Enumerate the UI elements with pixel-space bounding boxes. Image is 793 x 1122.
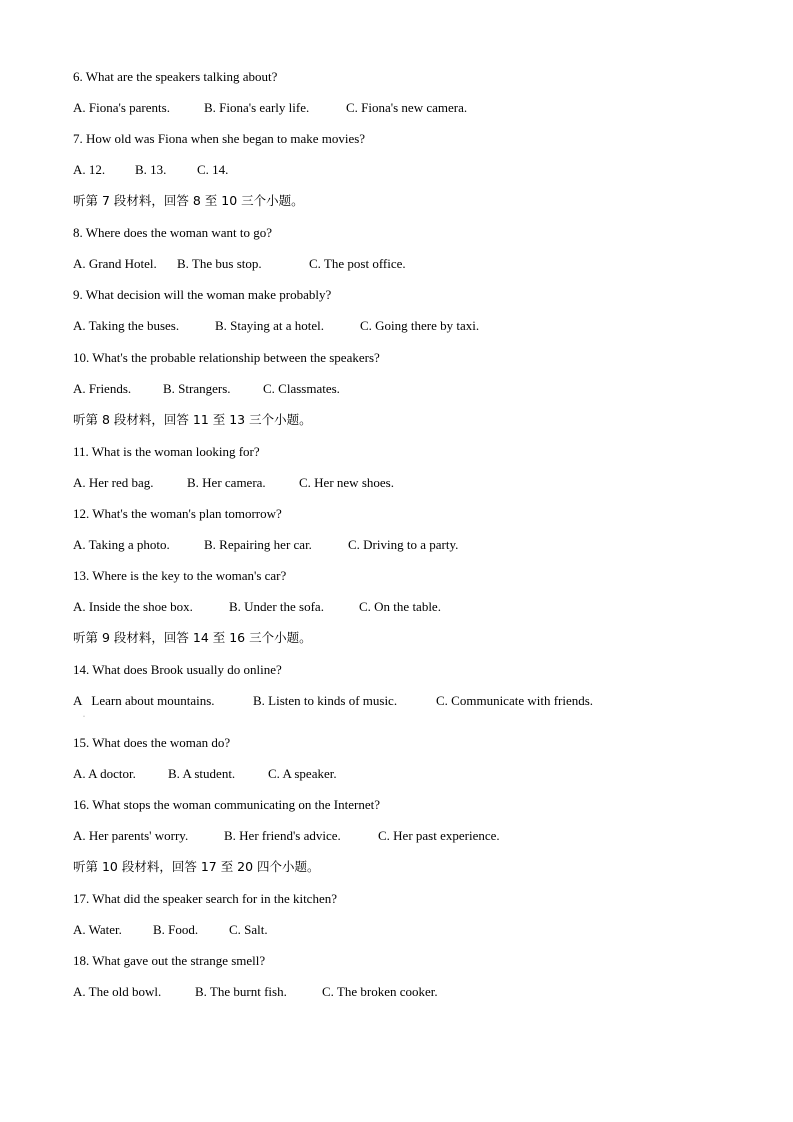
question-8	[73, 225, 272, 241]
question-text: 7. How old was Fiona when she began to make movies?	[73, 131, 366, 146]
question-text: 8. Where does the woman want to go?	[73, 225, 273, 240]
stray-mark: ·	[83, 714, 85, 720]
option-a: A. 12.	[73, 162, 106, 177]
option-b: B. 13.	[135, 162, 167, 177]
option-a: A. Inside the shoe box.	[73, 599, 193, 614]
option-a: A. The old bowl.	[73, 984, 162, 999]
option-a: A. Grand Hotel.	[73, 256, 157, 271]
option-a: A Learn about mountains.	[73, 693, 215, 708]
section-text: 听第 8 段材料，回答 11 至 13 三个小题。	[73, 412, 312, 427]
question-text: 12. What's the woman's plan tomorrow?	[73, 506, 282, 521]
option-b: B. Under the sofa.	[229, 599, 324, 614]
option-c: C. The post office.	[309, 256, 406, 271]
question-16	[73, 797, 380, 813]
option-c: C. Going there by taxi.	[360, 318, 480, 333]
question-text: 18. What gave out the strange smell?	[73, 953, 266, 968]
question-text: 6. What are the speakers talking about?	[73, 69, 278, 84]
option-a: A. Fiona's parents.	[73, 100, 170, 115]
option-c: C. Driving to a party.	[348, 537, 459, 552]
question-18	[73, 953, 265, 969]
option-b: B. Food.	[153, 922, 199, 937]
question-6	[73, 69, 277, 85]
question-text: 16. What stops the woman communicating on the Internet?	[73, 797, 380, 812]
option-c: C. The broken cooker.	[322, 984, 438, 999]
option-a: A. Water.	[73, 922, 122, 937]
option-a: A. Friends.	[73, 381, 132, 396]
question-9	[73, 287, 331, 303]
option-b: B. Fiona's early life.	[204, 100, 310, 115]
option-b: B. The bus stop.	[177, 256, 262, 271]
question-14	[73, 662, 282, 678]
question-10	[73, 350, 380, 366]
option-b: B. Listen to kinds of music.	[253, 693, 398, 708]
question-12	[73, 506, 282, 522]
question-text: 9. What decision will the woman make probably?	[73, 287, 332, 302]
option-c: C. Communicate with friends.	[436, 693, 594, 708]
question-text: 10. What's the probable relationship between the speakers?	[73, 350, 380, 365]
option-a: A. Her parents' worry.	[73, 828, 189, 843]
question-text: 17. What did the speaker search for in the kitchen?	[73, 891, 337, 906]
option-c: C. Classmates.	[263, 381, 340, 396]
option-c: C. Her past experience.	[378, 828, 500, 843]
option-c: C. Fiona's new camera.	[346, 100, 468, 115]
option-c: C. A speaker.	[268, 766, 337, 781]
question-13	[73, 568, 286, 584]
option-b: B. Her camera.	[187, 475, 266, 490]
section-heading-8	[73, 412, 312, 428]
section-text: 听第 7 段材料，回答 8 至 10 三个小题。	[73, 193, 304, 208]
option-b: B. Strangers.	[163, 381, 231, 396]
section-heading-9	[73, 630, 312, 646]
option-c: C. Her new shoes.	[299, 475, 394, 490]
option-a: A. Her red bag.	[73, 475, 154, 490]
question-7	[73, 131, 365, 147]
question-17	[73, 891, 337, 907]
option-c: C. Salt.	[229, 922, 268, 937]
option-c: C. On the table.	[359, 599, 441, 614]
question-text: 15. What does the woman do?	[73, 735, 231, 750]
section-text: 听第 9 段材料，回答 14 至 16 三个小题。	[73, 630, 312, 645]
question-text: 11. What is the woman looking for?	[73, 444, 260, 459]
section-text: 听第 10 段材料，回答 17 至 20 四个小题。	[73, 859, 320, 874]
question-text: 14. What does Brook usually do online?	[73, 662, 282, 677]
option-a: A. Taking the buses.	[73, 318, 180, 333]
question-11	[73, 444, 260, 460]
section-heading-7	[73, 193, 304, 209]
question-15	[73, 735, 230, 751]
option-a: A. A doctor.	[73, 766, 136, 781]
option-b: B. The burnt fish.	[195, 984, 287, 999]
question-text: 13. Where is the key to the woman's car?	[73, 568, 287, 583]
option-b: B. Repairing her car.	[204, 537, 312, 552]
section-heading-10	[73, 859, 320, 875]
option-c: C. 14.	[197, 162, 229, 177]
option-a: A. Taking a photo.	[73, 537, 170, 552]
option-b: B. A student.	[168, 766, 236, 781]
option-b: B. Staying at a hotel.	[215, 318, 325, 333]
option-b: B. Her friend's advice.	[224, 828, 341, 843]
